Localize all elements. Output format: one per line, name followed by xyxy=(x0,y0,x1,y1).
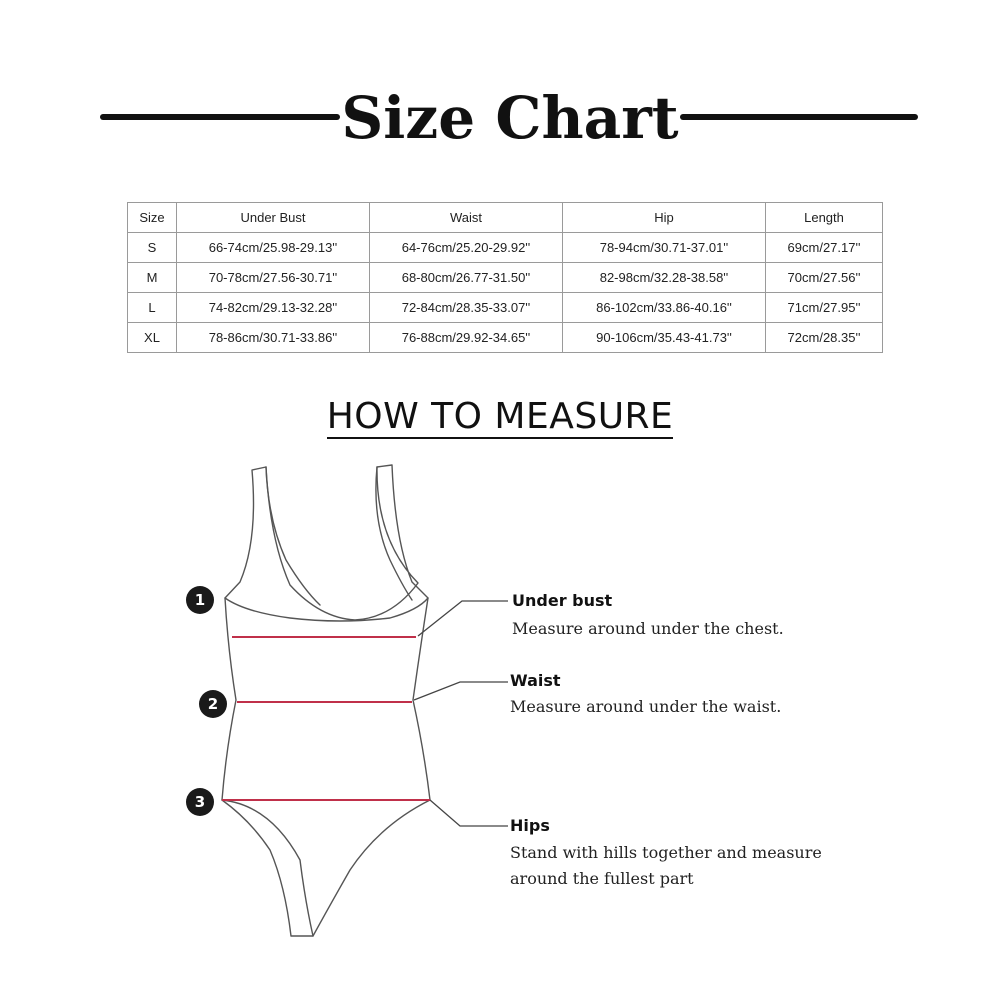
cell-hip: 82-98cm/32.28-38.58'' xyxy=(563,263,766,293)
measure-lines xyxy=(222,637,430,800)
under-bust-label: Under bust xyxy=(512,591,613,610)
header-length: Length xyxy=(766,203,883,233)
cell-size: M xyxy=(128,263,177,293)
cell-under-bust: 66-74cm/25.98-29.13'' xyxy=(177,233,370,263)
cell-size: XL xyxy=(128,323,177,353)
waist-leader xyxy=(414,682,508,700)
step-3-badge: 3 xyxy=(186,788,214,816)
header-under-bust: Under Bust xyxy=(177,203,370,233)
waist-label: Waist xyxy=(510,671,561,690)
cell-hip: 90-106cm/35.43-41.73'' xyxy=(563,323,766,353)
hips-desc-line-1: Stand with hills together and measure xyxy=(510,843,822,862)
header-size: Size xyxy=(128,203,177,233)
cell-hip: 86-102cm/33.86-40.16'' xyxy=(563,293,766,323)
cell-under-bust: 74-82cm/29.13-32.28'' xyxy=(177,293,370,323)
cell-length: 69cm/27.17'' xyxy=(766,233,883,263)
cell-waist: 76-88cm/29.92-34.65'' xyxy=(370,323,563,353)
cell-under-bust: 78-86cm/30.71-33.86'' xyxy=(177,323,370,353)
page-title: Size Chart xyxy=(341,84,679,152)
bodysuit-outline xyxy=(222,465,430,936)
under-bust-desc: Measure around under the chest. xyxy=(512,619,784,638)
cell-length: 72cm/28.35'' xyxy=(766,323,883,353)
header-hip: Hip xyxy=(563,203,766,233)
cell-size: L xyxy=(128,293,177,323)
under-bust-leader xyxy=(418,601,508,636)
cell-hip: 78-94cm/30.71-37.01'' xyxy=(563,233,766,263)
cell-length: 71cm/27.95'' xyxy=(766,293,883,323)
cell-under-bust: 70-78cm/27.56-30.71'' xyxy=(177,263,370,293)
header-waist: Waist xyxy=(370,203,563,233)
step-2-badge: 2 xyxy=(199,690,227,718)
waist-desc: Measure around under the waist. xyxy=(510,697,782,716)
hips-leader xyxy=(430,800,508,826)
cell-waist: 72-84cm/28.35-33.07'' xyxy=(370,293,563,323)
cell-waist: 68-80cm/26.77-31.50'' xyxy=(370,263,563,293)
hips-label: Hips xyxy=(510,816,550,835)
callout-leaders xyxy=(414,601,508,826)
hips-desc-line-2: around the fullest part xyxy=(510,869,694,888)
how-to-measure-title: HOW TO MEASURE xyxy=(326,396,674,437)
cell-waist: 64-76cm/25.20-29.92'' xyxy=(370,233,563,263)
step-1-badge: 1 xyxy=(186,586,214,614)
cell-length: 70cm/27.56'' xyxy=(766,263,883,293)
cell-size: S xyxy=(128,233,177,263)
